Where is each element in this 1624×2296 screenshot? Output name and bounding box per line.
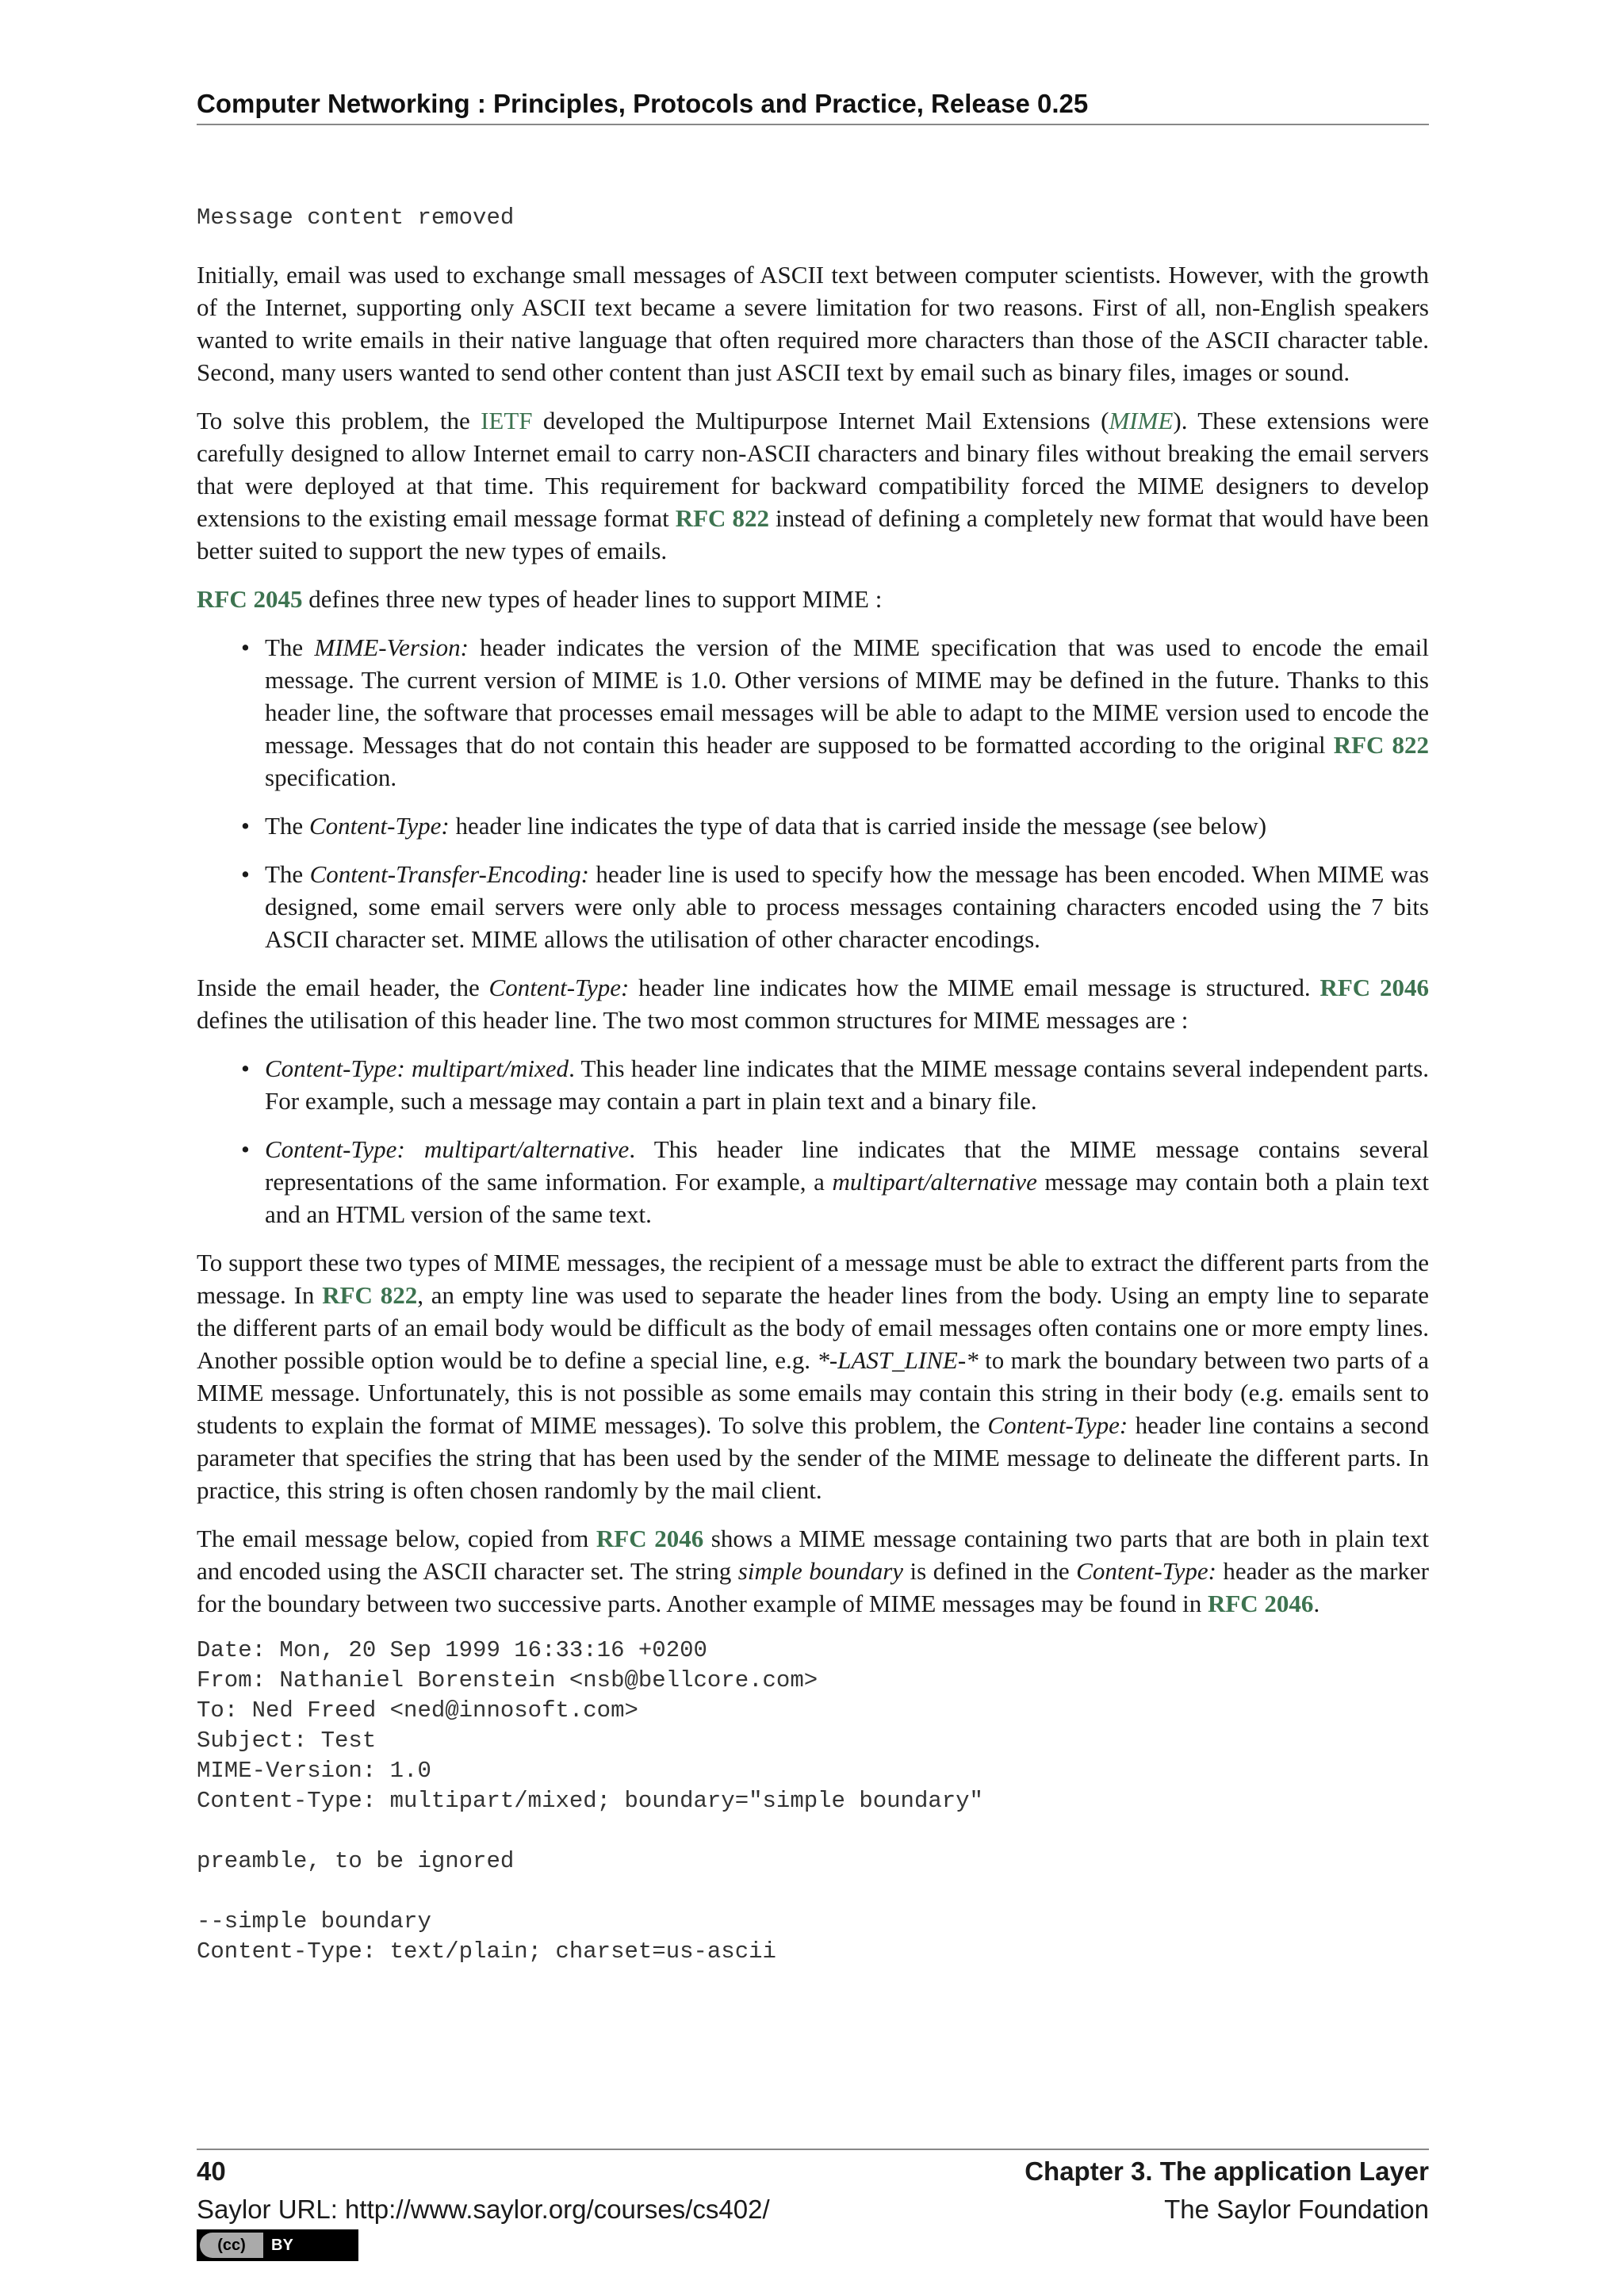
- footer-row: [197, 2195, 1429, 2225]
- text: shows a MIME message containing two parts that are both in plain text and encoded using the ASCII character set. The string: [197, 1525, 1429, 1585]
- mime-structure-list: [197, 1052, 1429, 1230]
- email-code-block: Date: Mon, 20 Sep 1999 16:33:16 +0200 From: Nathaniel Borenstein <nsb@bellcore.com> To: Ned Freed <ned@innosoft.com> Subject: Test MIME-Version: 1.0 Content-Type: multipart/mixed; boundary="simple boundary" preamble, to be ignored --simple boundary Content-Type: text/plain; charset=us-ascii: [197, 1637, 983, 1965]
- text: To solve this problem, the: [197, 407, 481, 434]
- emphasis: simple boundary: [737, 1557, 904, 1585]
- rfc822-link[interactable]: RFC 822: [675, 504, 769, 532]
- text: header line is used to specify how the message has been encoded. When MIME was designed, some email servers were only able to process messages containing characters encoded using the 7 bits ASCII character set. MIME allows the utilisation of other character encodings.: [265, 860, 1430, 953]
- text: . This header line indicates that the MIME message contains several independent parts. For example, such a message may contain a part in plain text and a binary file.: [265, 1054, 1429, 1115]
- paragraph-rfc2045: [197, 583, 1429, 615]
- text: The: [265, 812, 309, 840]
- rfc2046-link[interactable]: RFC 2046: [596, 1525, 704, 1552]
- paragraph-intro: Initially, email was used to exchange small messages of ASCII text between computer scientists. However, with the growth of the Internet, supporting only ASCII text became a severe limitation for two reasons. First of all, non-English speakers wanted to write emails in their native language that often required more characters than those of the ASCII character table. Second, many users wanted to send other content than just ASCII text by email such as binary files, images or sound.: [197, 261, 1429, 386]
- text: , an empty line was used to separate the header lines from the body. Using an empty line to separate the different parts of an email body would be difficult as the body of email messages often contains one or more empty lines. Another possible option would be to define a special line, e.g.: [197, 1281, 1429, 1374]
- footer-row: [197, 2156, 1429, 2187]
- list-item: [265, 858, 1429, 955]
- text: The: [265, 633, 315, 661]
- text: The: [265, 860, 310, 888]
- text: developed the Multipurpose Internet Mail Extensions (: [532, 407, 1109, 434]
- text: to mark the boundary between two parts of a MIME message. Unfortunately, this is not possible as some emails may contain this string in their body (e.g. emails sent to students to explain the format of MIME messages). To solve this problem, the: [197, 1346, 1429, 1439]
- text: Inside the email header, the: [197, 974, 489, 1001]
- text: .: [1313, 1590, 1320, 1617]
- saylor-foundation: The Saylor Foundation: [1164, 2195, 1429, 2224]
- mime-header-list: [197, 631, 1429, 955]
- emphasis: Content-Type: multipart/mixed: [265, 1054, 569, 1082]
- text: instead of defining a completely new format that would have been better suited to support the new types of emails.: [197, 504, 1429, 564]
- text: To support these two types of MIME messages, the recipient of a message must be able to extract the different parts from the message. In: [197, 1249, 1429, 1309]
- text: defines three new types of header lines to support MIME :: [302, 585, 883, 613]
- list-item: [265, 1133, 1429, 1230]
- paragraph-content-type: [197, 971, 1429, 1036]
- paragraph-mime-intro: [197, 404, 1429, 567]
- page-number: 40: [197, 2156, 226, 2186]
- emphasis: *-LAST_LINE-*: [817, 1346, 979, 1374]
- text: The email message below, copied from: [197, 1525, 596, 1552]
- emphasis: Content-Type: multipart/alternative: [265, 1135, 630, 1163]
- text: is defined in the: [903, 1557, 1077, 1585]
- text: defines the utilisation of this header line. The two most common structures for MIME messages are :: [197, 1006, 1189, 1034]
- list-item: [265, 809, 1429, 842]
- rfc2045-link[interactable]: RFC 2045: [197, 585, 303, 613]
- text: header as the marker for the boundary between two successive parts. Another example of MIME messages may be found in: [197, 1557, 1429, 1617]
- text: header line indicates how the MIME email message is structured.: [629, 974, 1320, 1001]
- page: [197, 89, 1429, 1967]
- saylor-url[interactable]: Saylor URL: http://www.saylor.org/courses/cs402/: [197, 2195, 770, 2224]
- cc-by-license-icon: [197, 2229, 358, 2261]
- cc-icon: (cc): [200, 2233, 263, 2258]
- chapter-title: Chapter 3. The application Layer: [1025, 2156, 1429, 2186]
- text: header line contains a second parameter that specifies the string that has been used by the sender of the MIME message to delineate the different parts. In practice, this string is often chosen randomly by the mail client.: [197, 1411, 1429, 1504]
- rfc2046-link[interactable]: RFC 2046: [1320, 974, 1429, 1001]
- text: header line indicates the type of data that is carried inside the message (see below): [449, 812, 1267, 840]
- page-footer: [197, 2149, 1429, 2261]
- list-item: [265, 1052, 1429, 1117]
- emphasis: multipart/alternative: [832, 1168, 1037, 1196]
- text: . This header line indicates that the MIME message contains several representations of the same information. For example, a: [265, 1135, 1430, 1196]
- rfc822-link[interactable]: RFC 822: [322, 1281, 418, 1309]
- emphasis: Content-Transfer-Encoding:: [309, 860, 589, 888]
- emphasis: MIME-Version:: [314, 633, 469, 661]
- paragraph-example: [197, 1522, 1429, 1620]
- text: ). These extensions were carefully designed to allow Internet email to carry non-ASCII characters and binary files without breaking the email servers that were deployed at that time. This requirement for backward compatibility forced the MIME designers to develop extensions to the existing email message format: [197, 407, 1429, 532]
- ietf-link[interactable]: IETF: [481, 407, 533, 434]
- emphasis: Content-Type:: [1076, 1557, 1216, 1585]
- text: specification.: [265, 763, 397, 791]
- emphasis: Content-Type:: [488, 974, 630, 1001]
- running-header: Computer Networking : Principles, Protocols and Practice, Release 0.25: [197, 89, 1429, 125]
- paragraph-boundary: [197, 1246, 1429, 1506]
- emphasis: Content-Type:: [987, 1411, 1128, 1439]
- mime-link[interactable]: MIME: [1109, 407, 1174, 434]
- text: header indicates the version of the MIME specification that was used to encode the email message. The current version of MIME is 1.0. Other versions of MIME may be defined in the future. Thanks to this header line, the software that processes email messages will be able to adapt to the MIME version used to encode the message. Messages that do not contain this header are supposed to be formatted according to the original: [265, 633, 1429, 759]
- text: message may contain both a plain text and an HTML version of the same text.: [265, 1168, 1429, 1228]
- by-label: BY: [271, 2236, 293, 2254]
- rfc822-link[interactable]: RFC 822: [1333, 731, 1429, 759]
- removed-notice: Message content removed: [197, 205, 515, 231]
- rfc2046-link[interactable]: RFC 2046: [1207, 1590, 1314, 1617]
- emphasis: Content-Type:: [308, 812, 450, 840]
- list-item: [265, 631, 1429, 794]
